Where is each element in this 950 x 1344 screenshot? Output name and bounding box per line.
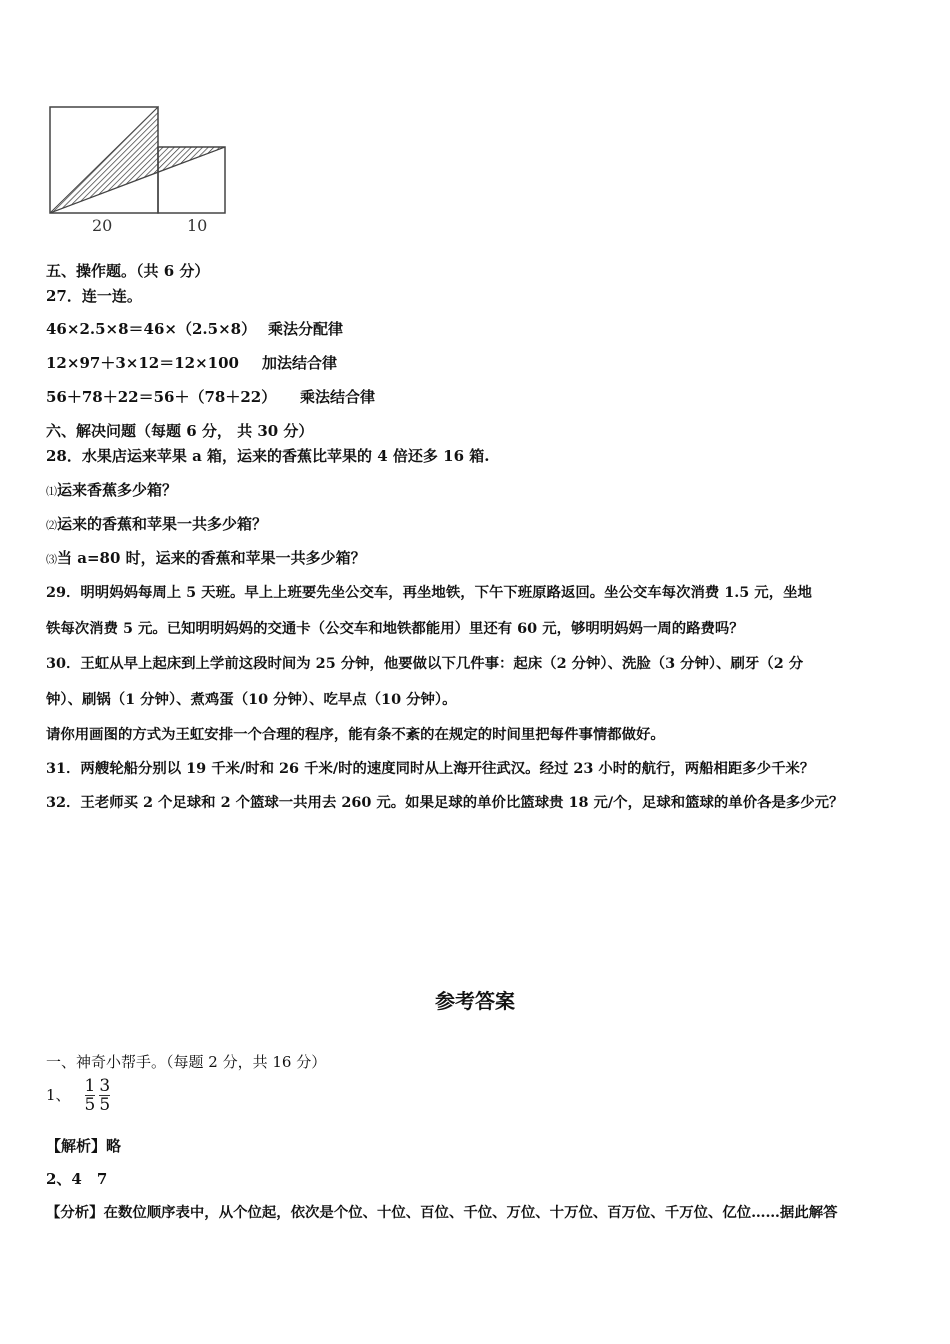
answer-1-fraction-2 [99,1077,110,1114]
q31: 31．两艘轮船分别以 19 千米/时和 26 千米/时的速度同时从上海开往武汉。经过 23 小时的航行，两船相距多少千米？ [46,760,815,777]
answers-section1: 一、神奇小帮手。（每题 2 分，共 16 分） [46,1053,327,1071]
q27-item-2-right: 加法结合律 [262,354,338,372]
fraction-1-numerator: 1 [84,1075,96,1096]
q27-item-1-right: 乘法分配律 [268,320,344,338]
label-20: 20 [92,216,113,235]
q28-part2-text: 运来的香蕉和苹果一共多少箱？ [57,515,268,533]
q30-line2: 钟）、刷锅（1 分钟）、煮鸡蛋（10 分钟）、吃早点（10 分钟）。 [46,691,457,708]
answer-1-fraction-1 [85,1077,96,1114]
section5-heading: 五、操作题。（共 6 分） [46,262,210,280]
q32: 32．王老师买 2 个足球和 2 个篮球一共用去 260 元。如果足球的单价比篮球贵 18 元/个，足球和篮球的单价各是多少元？ [46,794,844,811]
q27-item-3-left: 56＋78＋22＝56＋（78＋22） [46,388,277,406]
answers-title: 参考答案 [435,989,515,1013]
geometry-figure [40,100,240,240]
q28-part3 [46,548,366,570]
q28-part2-mark: ⑵ [46,519,57,532]
section6-heading: 六、解决问题（每题 6 分， 共 30 分） [46,422,314,440]
label-10: 10 [187,216,208,235]
answer-2-analysis: 【分析】在数位顺序表中，从个位起，依次是个位、十位、百位、千位、万位、十万位、百万位、千万位、亿位……据此解答 [46,1204,838,1221]
fraction-2-numerator: 3 [99,1075,111,1096]
q30-line3: 请你用画图的方式为王虹安排一个合理的程序，能有条不紊的在规定的时间里把每件事情都做好。 [46,726,665,743]
fraction-2-denominator: 5 [99,1094,111,1115]
q27-item-3-right: 乘法结合律 [300,388,376,406]
q28-part1-mark: ⑴ [46,485,57,498]
q27-item-2-left: 12×97＋3×12＝12×100 [46,354,239,372]
answer-1-label: 1、 [46,1086,71,1104]
answer-1 [46,1074,114,1115]
q30-line1: 30．王虹从早上起床到上学前这段时间为 25 分钟，他要做以下几件事：起床（2 分钟）、洗脸（3 分钟）、刷牙（2 分 [46,655,804,672]
q29-line1: 29．明明妈妈每周上 5 天班。早上上班要先坐公交车，再坐地铁，下午下班原路返回。坐公交车每次消费 1.5 元，坐地 [46,584,812,601]
q28-part3-text: 当 a=80 时，运来的香蕉和苹果一共多少箱？ [57,549,366,567]
q28-part3-mark: ⑶ [46,553,57,566]
q27-title: 27．连一连。 [46,287,142,305]
q27-item-1-left: 46×2.5×8＝46×（2.5×8） [46,320,257,338]
q28-part1-text: 运来香蕉多少箱？ [57,481,178,499]
q28-part2 [46,514,267,536]
q28-stem: 28．水果店运来苹果 a 箱，运来的香蕉比苹果的 4 倍还多 16 箱. [46,447,490,465]
answer-1-analysis: 【解析】略 [46,1137,122,1155]
shaded-triangle-large [50,107,158,213]
q29-line2: 铁每次消费 5 元。已知明明妈妈的交通卡（公交车和地铁都能用）里还有 60 元，够明明妈妈一周的路费吗？ [46,620,744,637]
answer-2: 2、4 7 [46,1170,108,1188]
q28-part1 [46,480,177,502]
fraction-1-denominator: 5 [84,1094,96,1115]
